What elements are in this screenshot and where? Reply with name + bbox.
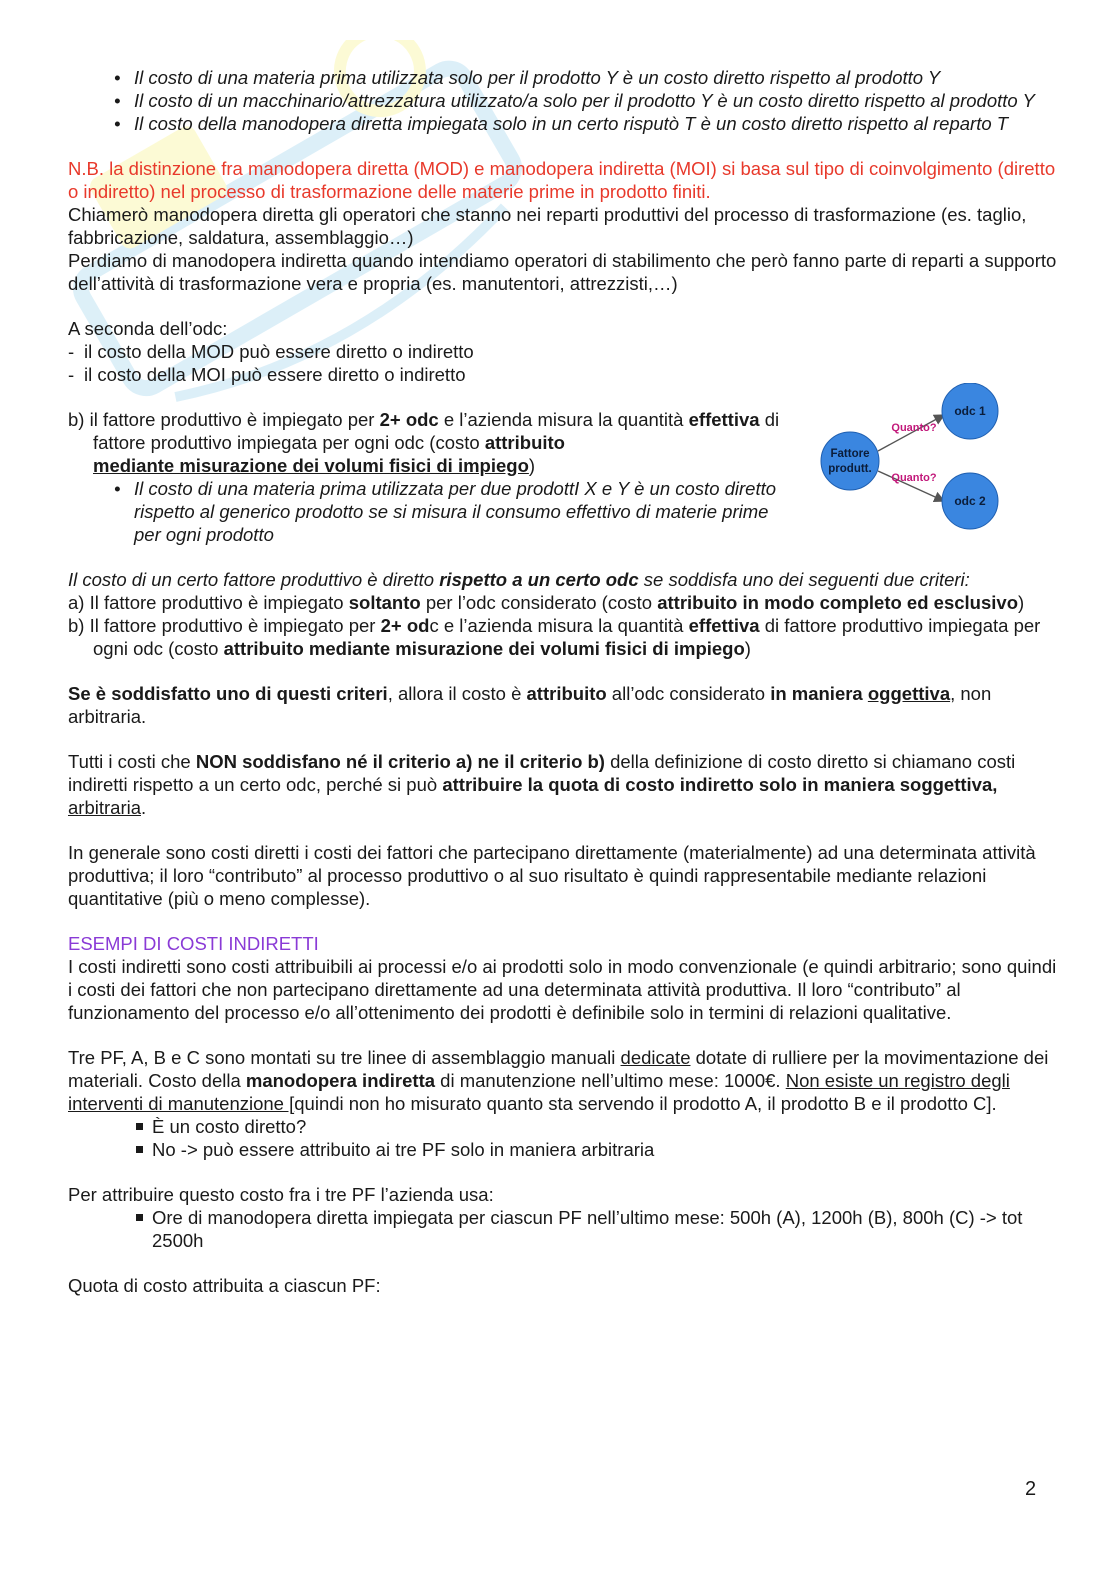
odc-intro: A seconda dell’odc: xyxy=(68,318,228,339)
list-item: • Il costo della manodopera diretta impiegata solo in un certo risputò T è un costo diretto rispetto al reparto T xyxy=(134,112,1058,135)
list-item: • Il costo di un macchinario/attrezzatura utilizzato/a solo per il prodotto Y è un costo diretto rispetto al prodotto Y xyxy=(134,89,1058,112)
odc-item: - il costo della MOI può essere diretto o indiretto xyxy=(68,364,466,385)
allocation-diagram xyxy=(818,383,1008,533)
examples-paragraph: I costi indiretti sono costi attribuibili ai processi e/o ai prodotti solo in modo convenzionale (e quindi arbitrario; sono quindi i costi dei fattori che non partecipano direttamente ad una determinata attività produttiva. Il loro “contributo” al funzionamento del processo e/o all’ottenimento dei prodotti è definibile solo in termini di relazioni qualitative. xyxy=(68,956,1057,1023)
criteria-satisfied: Se è soddisfatto uno di questi criteri, allora il costo è attribuito all’odc considerato in maniera oggettiva, non arbitraria. xyxy=(68,683,992,727)
criteria-not-satisfied: Tutti i costi che NON soddisfano né il criterio a) ne il criterio b) della definizione di costo diretto si chiamano costi indiretti rispetto a un certo odc, perché si può attribuire la quota di costo indiretto solo in maniera soggettiva, arbitraria. xyxy=(68,751,1016,818)
nb-note: N.B. la distinzione fra manodopera diretta (MOD) e manodopera indiretta (MOI) si basa sul tipo di coinvolgimento (diretto o indiretto) nel processo di trasformazione delle materie prime in prodotto finiti. xyxy=(68,158,1056,202)
page-content xyxy=(68,66,1058,1297)
question-label-1: Quanto? xyxy=(891,422,937,434)
case-list xyxy=(68,1115,1058,1161)
quota-line: Quota di costo attribuita a ciascun PF: xyxy=(68,1275,381,1296)
source-label: Fattore xyxy=(830,448,870,460)
list-item: No -> può essere attribuito ai tre PF solo in maniera arbitraria xyxy=(152,1138,1058,1161)
mod-definition: Chiamerò manodopera diretta gli operatori che stanno nei reparti produttivi del processo di trasformazione (es. taglio, fabbricazione, saldatura, assemblaggio…) xyxy=(68,204,1027,248)
general-paragraph: In generale sono costi diretti i costi dei fattori che partecipano direttamente (materialmente) ad una determinata attività produttiva; il loro “contributo” al processo produttivo o al suo risultato è quindi rappresentabile mediante relazioni quantitative (più o meno complesse). xyxy=(68,842,1036,909)
list-item: • Il costo di una materia prima utilizzata per due prodottI X e Y è un costo diretto rispetto al generico prodotto se si misura il consumo effettivo di materie prime per ogni prodotto xyxy=(134,477,798,546)
criterion-b-text: b) il fattore produttivo è impiegato per 2+ odc e l’azienda misura la quantità effettiva di fattore produttivo impiegata per ogni odc (costo attribuito mediante misurazione dei volumi fisici di impiego) xyxy=(68,409,780,476)
moi-definition: Perdiamo di manodopera indiretta quando intendiamo operatori di stabilimento che però fanno parte di reparti a supporto dell’attività di trasformazione vera e propria (es. manutentori, attrezzisti,…) xyxy=(68,250,1057,294)
source-label: produtt. xyxy=(828,463,872,475)
case-paragraph: Tre PF, A, B e C sono montati su tre linee di assemblaggio manuali dedicate dotate di rulliere per la movimentazione dei materiali. Costo della manodopera indiretta di manutenzione nell’ultimo mese: 1000€. Non esiste un registro degli interventi di manutenzione [quindi non ho misurato quanto sta servendo il prodotto A, il prodotto B e il prodotto C]. xyxy=(68,1047,1049,1114)
list-item: Ore di manodopera diretta impiegata per ciascun PF nell’ultimo mese: 500h (A), 1200h (B), 800h (C) -> tot 2500h xyxy=(152,1206,1058,1252)
examples-heading: ESEMPI DI COSTI INDIRETTI xyxy=(68,933,319,954)
criterion-b-section xyxy=(68,404,1058,546)
target-label-1: odc 1 xyxy=(954,404,986,418)
list-item: • Il costo di una materia prima utilizzata solo per il prodotto Y è un costo diretto rispetto al prodotto Y xyxy=(134,66,1058,89)
criterion-a: a) Il fattore produttivo è impiegato soltanto per l’odc considerato (costo attribuito in modo completo ed esclusivo) xyxy=(68,592,1025,613)
question-label-2: Quanto? xyxy=(891,472,937,484)
source-node xyxy=(821,432,879,490)
top-bullet-list xyxy=(68,66,1058,135)
criterion-b: b) Il fattore produttivo è impiegato per 2+ odc e l’azienda misura la quantità effettiva di fattore produttivo impiegata per ogni odc (costo attribuito mediante misurazione dei volumi fisici di impiego) xyxy=(68,615,1041,659)
target-label-2: odc 2 xyxy=(954,494,986,508)
page-number: 2 xyxy=(1025,1478,1037,1500)
attribution-intro: Per attribuire questo costo fra i tre PF l’azienda usa: xyxy=(68,1184,494,1205)
attribution-list xyxy=(68,1206,1058,1252)
criterion-b-bullets xyxy=(68,477,798,546)
list-item: È un costo diretto? xyxy=(152,1115,1058,1138)
criteria-intro: Il costo di un certo fattore produttivo è diretto rispetto a un certo odc se soddisfa uno dei seguenti due criteri: xyxy=(68,569,970,590)
odc-item: - il costo della MOD può essere diretto o indiretto xyxy=(68,341,474,362)
